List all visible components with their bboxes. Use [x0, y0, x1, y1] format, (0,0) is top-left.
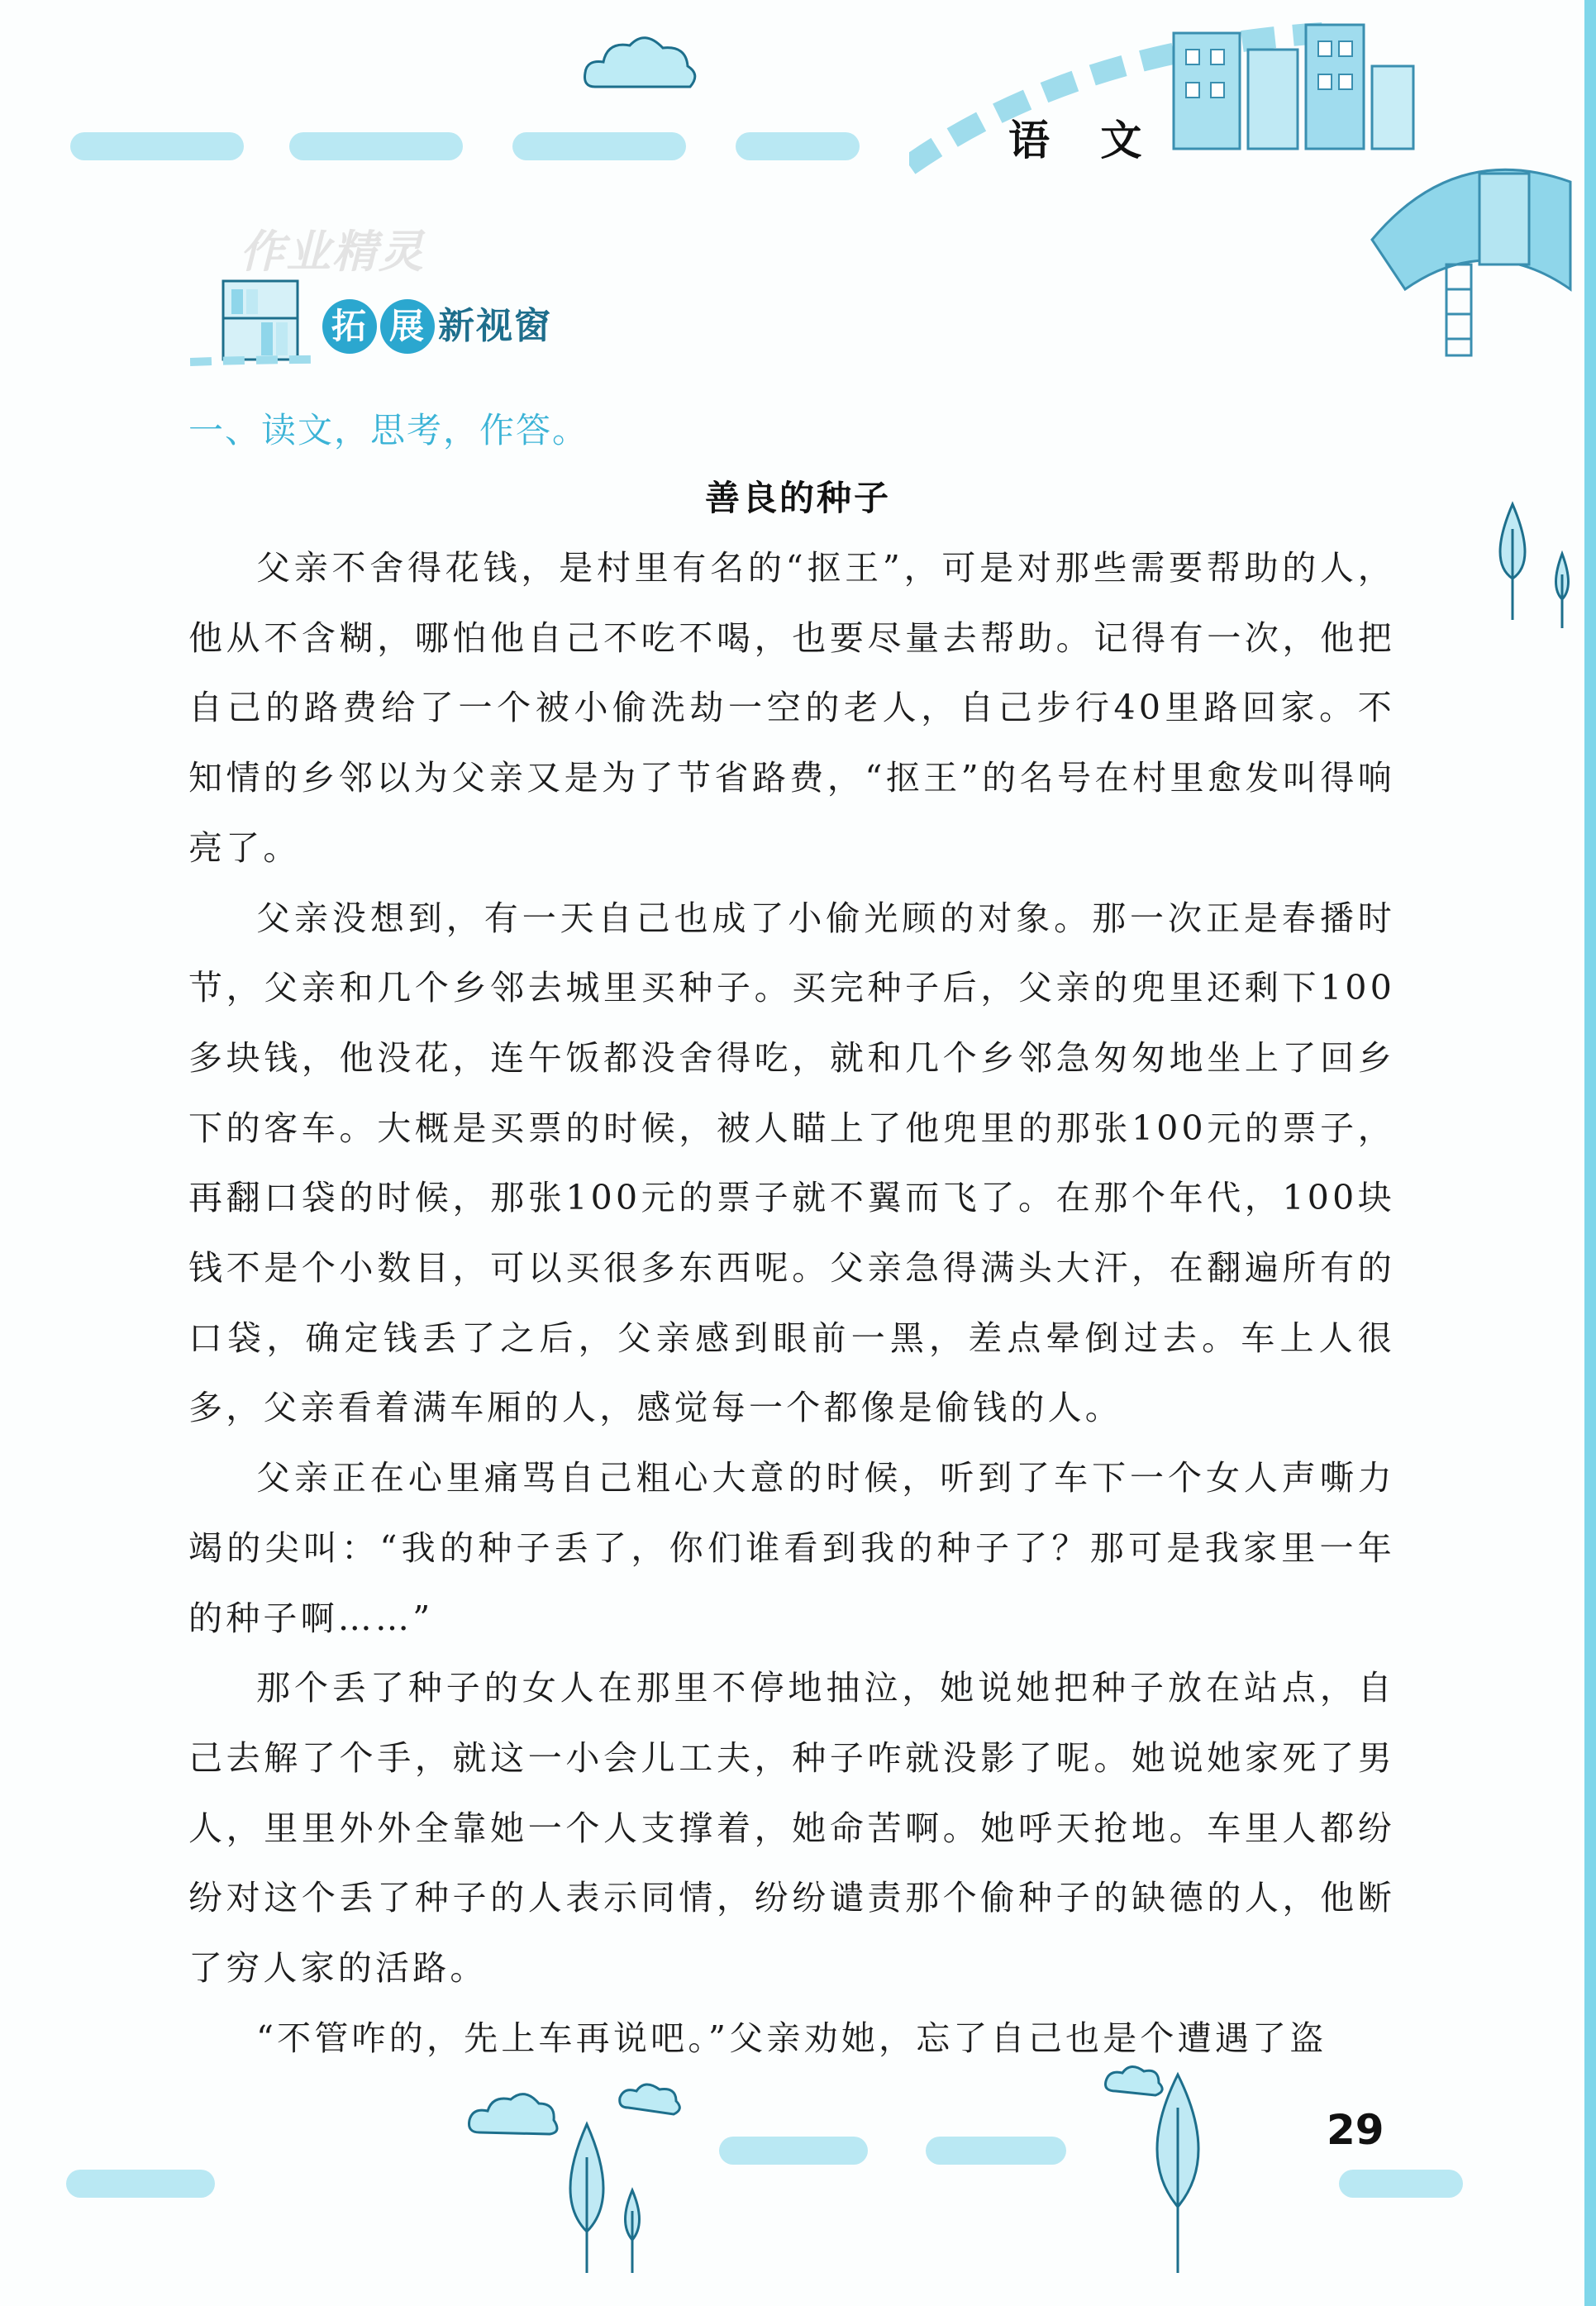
article-paragraph: 父亲不舍得花钱，是村里有名的“抠王”，可是对那些需要帮助的人，他从不含糊，哪怕他自己不吃不喝，也要尽量去帮助。记得有一次，他把自己的路费给了一个被小偷洗劫一空的老人，自己步行40里路回家。不知情的乡邻以为父亲又是为了节省路费，“抠王”的名号在村里愈发叫得响亮了。: [188, 548, 1395, 868]
watermark: 作业精灵: [240, 226, 425, 278]
section-badge-text: [322, 296, 552, 354]
question-heading: 一、读文，思考，作答。: [188, 410, 589, 450]
page-number: 29: [1327, 2106, 1384, 2154]
section-badge-char-2: 展: [380, 299, 435, 354]
top-dash-3: [512, 132, 686, 160]
cloud-icon: [579, 25, 703, 107]
article-paragraph: 父亲正在心里痛骂自己粗心大意的时候，听到了车下一个女人声嘶力竭的尖叫：“我的种子丢了，你们谁看到我的种子了？那可是我家里一年的种子啊……”: [188, 1458, 1395, 1638]
top-dash-2: [289, 132, 463, 160]
city-skyline-icon: [909, 17, 1587, 364]
section-badge-char-1: 拓: [322, 299, 377, 354]
article-paragraph: 父亲没想到，有一天自己也成了小偷光顾的对象。那一次正是春播时节，父亲和几个乡邻去城里买种子。买完种子后，父亲的兜里还剩下100多块钱，他没花，连午饭都没舍得吃，就和几个乡邻急匆匆地坐上了回乡下的客车。大概是买票的时候，被人瞄上了他兜里的那张100元的票子，再翻口袋的时候，那张100元的票子就不翼而飞了。在那个年代，100块钱不是个小数目，可以买很多东西呢。父亲急得满头大汗，在翻遍所有的口袋，确定钱丢了之后，父亲感到眼前一黑，差点晕倒过去。车上人很多，父亲看着满车厢的人，感觉每一个都像是偷钱的人。: [188, 898, 1395, 1428]
top-dash-1: [70, 132, 244, 160]
article-title: 善良的种子: [704, 478, 891, 518]
article-body: [188, 533, 1395, 2073]
top-dash-4: [736, 132, 860, 160]
bottom-dash-4: [1339, 2170, 1463, 2198]
subject-title: 语 文: [1008, 117, 1160, 164]
section-badge-rest: 新视窗: [438, 305, 552, 347]
bottom-right-tree-icon: [1091, 2058, 1240, 2281]
section-badge: [190, 264, 620, 372]
bottom-dash-1: [66, 2170, 215, 2198]
bookshelf-icon: [190, 273, 314, 372]
bottom-dash-2: [719, 2137, 868, 2165]
article-paragraph: “不管咋的，先上车再说吧。”父亲劝她，忘了自己也是个遭遇了盗: [256, 2018, 1327, 2058]
bottom-left-clouds-trees-icon: [463, 2075, 736, 2281]
bottom-dash-3: [926, 2137, 1066, 2165]
article-paragraph: 那个丢了种子的女人在那里不停地抽泣，她说她把种子放在站点，自己去解了个手，就这一小会儿工夫，种子咋就没影了呢。她说她家死了男人，里里外外全靠她一个人支撑着，她命苦啊。她呼天抢地。车里人都纷纷对这个丢了种子的人表示同情，纷纷谴责那个偷种子的缺德的人，他断了穷人家的活路。: [188, 1668, 1395, 1989]
